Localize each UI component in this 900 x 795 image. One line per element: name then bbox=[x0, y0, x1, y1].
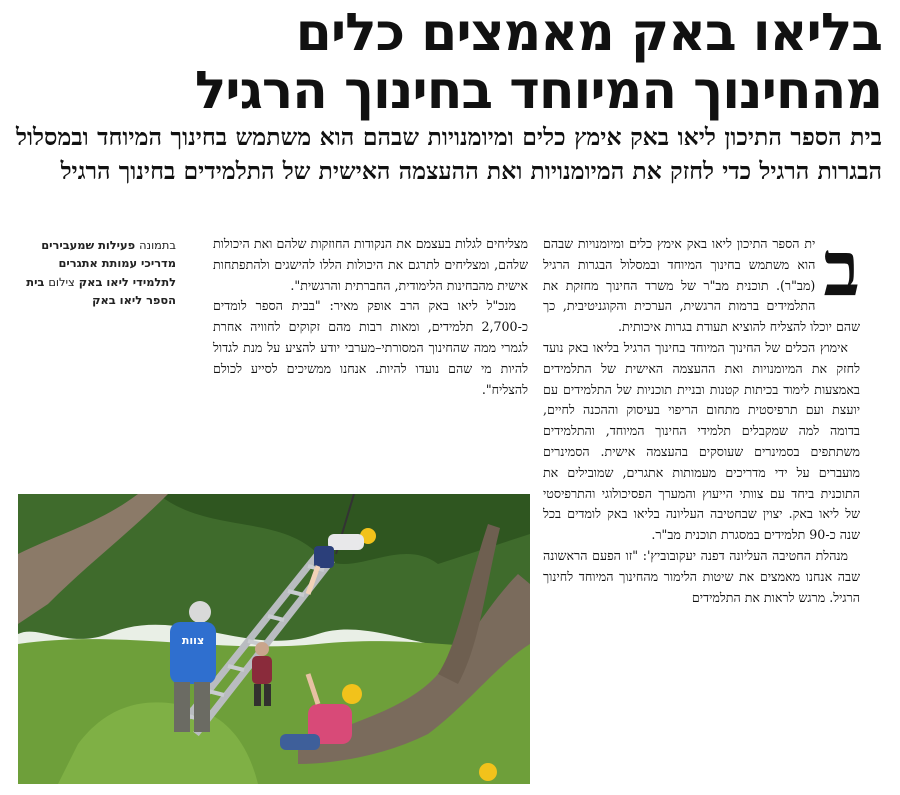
article-photo bbox=[18, 494, 530, 784]
body-paragraph-1: ית הספר התיכון ליאו באק אימץ כלים ומיומנויות שבהם הוא משתמש בחינוך המיוחד ובמסלול הבגרות הרגיל (מב"ר). תוכנית מב"ר של משרד החינוך מחזקת את התלמידים ברמות הרגשית, הערכית והקוגניטיבית, כך שהם יוכלו להצליח להוציא תעודת בגרות איכותית. bbox=[543, 236, 860, 335]
body-paragraph-5: מנכ"ל ליאו באק הרב אופק מאיר: "בבית הספר לומדים כ-2,700 תלמידים, ומאות רבות מהם זקוקים לחוויה אחרת לגמרי ממה שהחינוך המסורתי–מערבי יודע להציע על מנת לגדול להיות מי שהם נועדו להיות. אנחנו ממשיכים לסייע לכולם להצליח". bbox=[213, 298, 528, 397]
headline-line-1: בליאו באק מאמצים כלים bbox=[295, 3, 882, 63]
caption-credit-label: צילום bbox=[48, 274, 75, 289]
headline bbox=[16, 4, 882, 120]
body-paragraph-4: מצליחים לגלות בעצמם את הנקודות החוזקות שלהם ואת היכולות שלהם, ומצליחים לתרגם את היכולות הללו להישגים ולהתפתחות אישית מהבחינות הלימודית, החברתית והרגשית". bbox=[213, 236, 528, 293]
body-paragraph-3: מנהלת החטיבה העליונה דפנה יעקובוביץ': "זו הפעם הראשונה שבה אנחנו מאמצים את שיטות הלימור מהחינוך המיוחד לחינוך הרגיל. מרגש לראות את התלמידים bbox=[543, 547, 860, 605]
vest-text: צוות bbox=[181, 634, 205, 647]
photo-helmet-corner bbox=[479, 763, 497, 781]
photo-illustration bbox=[18, 494, 530, 784]
drop-cap: ב bbox=[823, 234, 860, 313]
caption-lead: בתמונה bbox=[139, 238, 176, 252]
caption-credit-name: בית הספר ליאו באק bbox=[26, 274, 176, 308]
photo-caption bbox=[16, 236, 176, 310]
subheadline: בית הספר התיכון ליאו באק אימץ כלים ומיומנויות שבהם הוא משתמש בחינוך המיוחד ובמסלול הבגרות הרגיל כדי לחזק את המיומנויות ואת ההעצמה האישית של התלמידים בחינוך הרגיל bbox=[16, 123, 882, 185]
caption-body: פעילות שמעבירים מדריכי עמותת אתגרים לתלמידי ליאו באק bbox=[41, 238, 176, 289]
article-column-right bbox=[543, 234, 860, 794]
article-column-middle bbox=[213, 234, 528, 400]
headline-line-2: מהחינוך המיוחד בחינוך הרגיל bbox=[194, 61, 882, 121]
body-paragraph-2: אימוץ הכלים של החינוך המיוחד בחינוך הרגיל בליאו באק נועד לחזק את המיומנויות ואת ההעצמה האישית של התלמידים באמצעות לימוד בכיתות קטנות ובניית תוכניות של התלמידים עם יועצת ועם תרפיסטית מתחום הריפוי בעיסוק וההכנה לחיים, בדומה למה שמקבלים תלמידי החינוך המיוחד, והתלמידים משתתפים בסמינרים שעוסקים בהעצמה אישית. הסמינרים מועברים על ידי מדריכים מעמותות אתגרים, שמובילים את התוכנית ביחד עם צוותי הייעוץ והמערך הפסיכולוגי והתרפיסטי של ליאו באק. יצוין שבחטיבה העליונה בליאו באק לומדים בכל שנה כ-90 תלמידים במסגרת תוכנית מב"ר. bbox=[543, 339, 860, 543]
